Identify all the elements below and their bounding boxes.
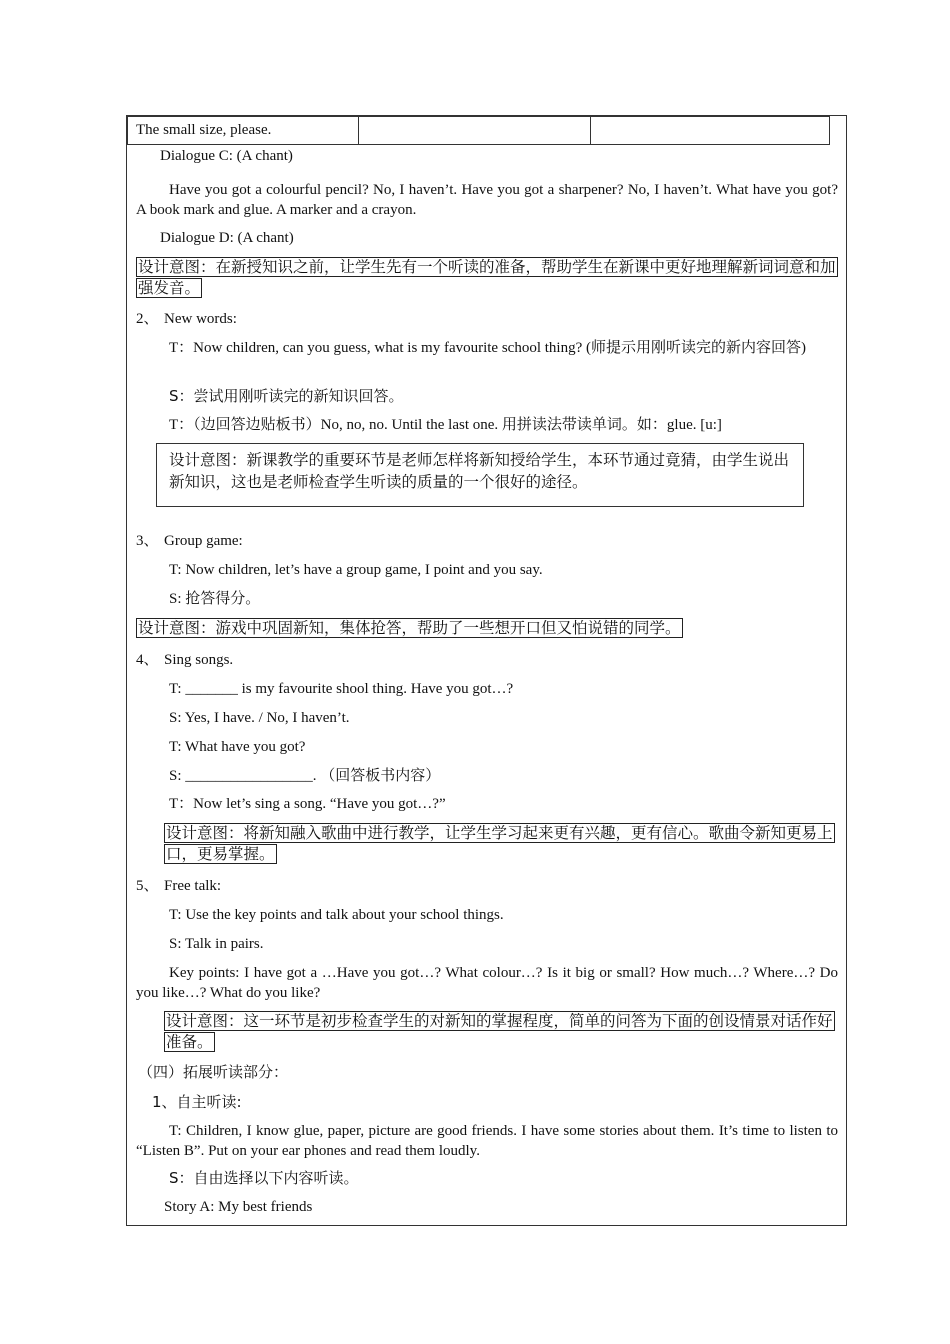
design-note-2-box [156, 443, 804, 507]
design-note-1 [136, 257, 838, 299]
size-table-cell-1: The small size, please. [128, 117, 359, 144]
section-5-title: Free talk: [164, 878, 222, 894]
part-4-teacher-1: T: Children, I know glue, paper, picture are good friends. I have some stories about them. It’s time to listen to “Listen B”. Put on your ear phones and read them loudly. [136, 1123, 838, 1159]
section-2-number: 2、 [136, 311, 159, 327]
size-table-cell-3 [591, 117, 828, 144]
dialogue-c-text: Have you got a colourful pencil? No, I haven’t. Have you got a sharpener? No, I haven’t. What have you got? A book mark and glue. A marker and a crayon. [136, 182, 838, 218]
design-note-5 [164, 1011, 839, 1053]
design-note-4 [164, 823, 839, 865]
section-4-student-1: S: Yes, I have. / No, I haven’t. [169, 710, 350, 726]
section-4-teacher-1: T: _______ is my favourite shool thing. Have you got…? [169, 681, 514, 697]
section-3-teacher-1: T: Now children, let’s have a group game, I point and you say. [169, 562, 543, 578]
size-table-cell-2 [359, 117, 591, 144]
section-4-student-2: S: _________________. （回答板书内容） [169, 768, 441, 784]
section-4-teacher-3: T：Now let’s sing a song. “Have you got…?” [169, 796, 446, 812]
part-4-heading: （四）拓展听读部分： [138, 1063, 289, 1081]
dialogue-d-title: Dialogue D: (A chant) [160, 230, 294, 246]
section-2-title: New words: [164, 311, 237, 327]
part-4-sub-heading: 1、自主听读: [152, 1093, 242, 1111]
section-5-student-1: S: Talk in pairs. [169, 936, 264, 952]
section-3-student-1: S: 抢答得分。 [169, 591, 261, 607]
design-note-3 [136, 618, 838, 639]
design-note-3-text: 设计意图：游戏中巩固新知，集体抢答，帮助了一些想开口但又怕说错的同学。 [138, 619, 681, 637]
size-table-row [127, 116, 830, 145]
section-3-title: Group game: [164, 533, 243, 549]
section-4-teacher-2: T: What have you got? [169, 739, 306, 755]
section-3-number: 3、 [136, 533, 159, 549]
section-5-number: 5、 [136, 878, 159, 894]
section-2-teacher-1: T：Now children, can you guess, what is my favourite school thing? (师提示用刚听读完的新内容回答) [169, 340, 806, 356]
story-a-title: Story A: My best friends [164, 1199, 313, 1215]
design-note-2-text: 设计意图：新课教学的重要环节是老师怎样将新知授给学生，本环节通过竟猜，由学生说出新知识，这也是老师检查学生听读的质量的一个很好的途径。 [169, 451, 790, 491]
section-2-teacher-2: T：（边回答边贴板书）No, no, no. Until the last one. 用拼读法带读单词。如：glue. [u:] [169, 417, 722, 433]
section-5-teacher-1: T: Use the key points and talk about your school things. [169, 907, 504, 923]
dialogue-c-title: Dialogue C: (A chant) [160, 148, 293, 164]
part-4-student-1: S：自由选择以下内容听读。 [169, 1169, 359, 1187]
section-4-title: Sing songs. [164, 652, 234, 668]
section-4-number: 4、 [136, 652, 159, 668]
design-note-1-text: 设计意图：在新授知识之前，让学生先有一个听读的准备，帮助学生在新课中更好地理解新词词意和加强发音。 [138, 258, 836, 297]
section-2-student-1: S：尝试用刚听读完的新知识回答。 [169, 387, 404, 405]
design-note-4-text: 设计意图：将新知融入歌曲中进行教学，让学生学习起来更有兴趣，更有信心。歌曲令新知更易上口，更易掌握。 [166, 824, 833, 863]
section-5-key-points: Key points: I have got a …Have you got…? What colour…? Is it big or small? How much…? Where…? Do you like…? What do you like? [136, 965, 838, 1001]
design-note-5-text: 设计意图：这一环节是初步检查学生的对新知的掌握程度，简单的问答为下面的创设情景对话作好准备。 [166, 1012, 833, 1051]
